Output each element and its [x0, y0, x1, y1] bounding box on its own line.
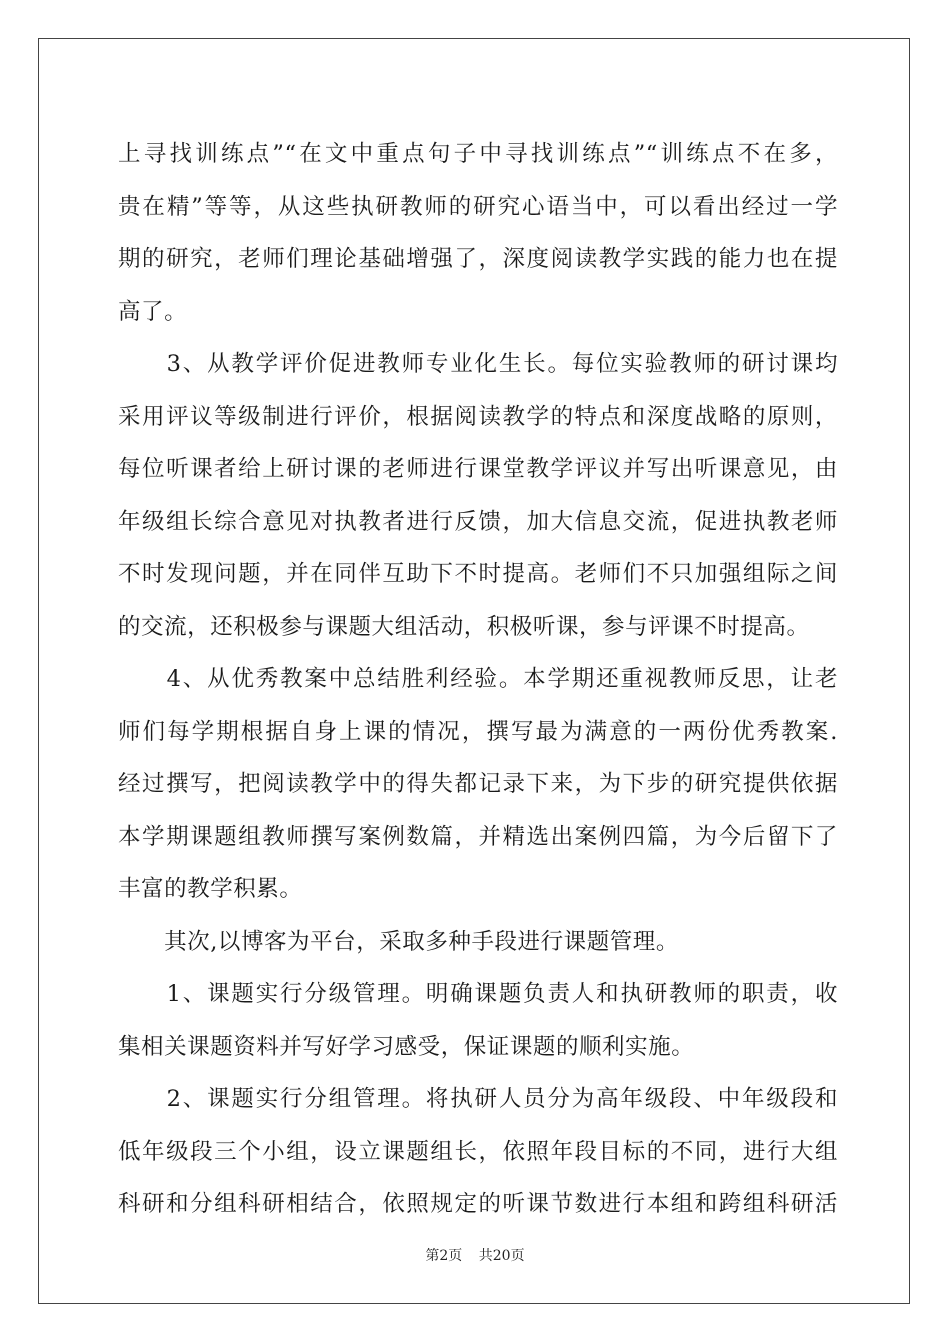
- text-line: 本学期课题组教师撰写案例数篇，并精选出案例四篇，为今后留下了: [118, 823, 838, 850]
- page-total: 共20页: [478, 1248, 525, 1264]
- text-line: 师们每学期根据自身上课的情况，撰写最为满意的一两份优秀教案.: [118, 718, 838, 745]
- text-line: 2、课题实行分组管理。将执研人员分为高年级段、中年级段和: [118, 1086, 838, 1112]
- text-line: 年级组长综合意见对执教者进行反馈，加大信息交流，促进执教老师: [118, 508, 838, 535]
- text-line: 4、从优秀教案中总结胜利经验。本学期还重视教师反思，让老: [118, 666, 838, 692]
- text-line: 丰富的教学积累。: [118, 876, 303, 902]
- text-line: 的交流，还积极参与课题大组活动，积极听课，参与评课不时提高。: [118, 613, 810, 640]
- text-line: 经过撰写，把阅读教学中的得失都记录下来，为下步的研究提供依据: [118, 771, 838, 797]
- text-line: 1、课题实行分级管理。明确课题负责人和执研教师的职责，收: [118, 981, 838, 1007]
- text-line: 集相关课题资料并写好学习感受，保证课题的顺利实施。: [118, 1033, 695, 1060]
- text-line: 3、从教学评价促进教师专业化生长。每位实验教师的研讨课均: [118, 351, 838, 377]
- text-line: 低年级段三个小组，设立课题组长，依照年段目标的不同，进行大组: [118, 1138, 838, 1165]
- page-footer: [0, 1245, 950, 1265]
- text-line: 上寻找训练点”“在文中重点句子中寻找训练点”“训练点不在多，: [118, 141, 838, 167]
- text-line: 期的研究，老师们理论基础增强了，深度阅读教学实践的能力也在提: [118, 246, 838, 272]
- text-line: 不时发现问题，并在同伴互助下不时提高。老师们不只加强组际之间: [118, 561, 838, 587]
- text-line: 采用评议等级制进行评价，根据阅读教学的特点和深度战略的原则，: [118, 403, 838, 430]
- document-body: [118, 128, 838, 1231]
- text-line: 其次,以博客为平台，采取多种手段进行课题管理。: [118, 928, 679, 955]
- text-line: 高了。: [118, 298, 188, 325]
- text-line: 科研和分组科研相结合，依照规定的听课节数进行本组和跨组科研活: [118, 1191, 838, 1217]
- text-line: 每位听课者给上研讨课的老师进行课堂教学评议并写出听课意见，由: [118, 456, 838, 482]
- text-line: 贵在精”等等，从这些执研教师的研究心语当中，可以看出经过一学: [118, 193, 838, 220]
- page-number: 第2页: [425, 1248, 463, 1264]
